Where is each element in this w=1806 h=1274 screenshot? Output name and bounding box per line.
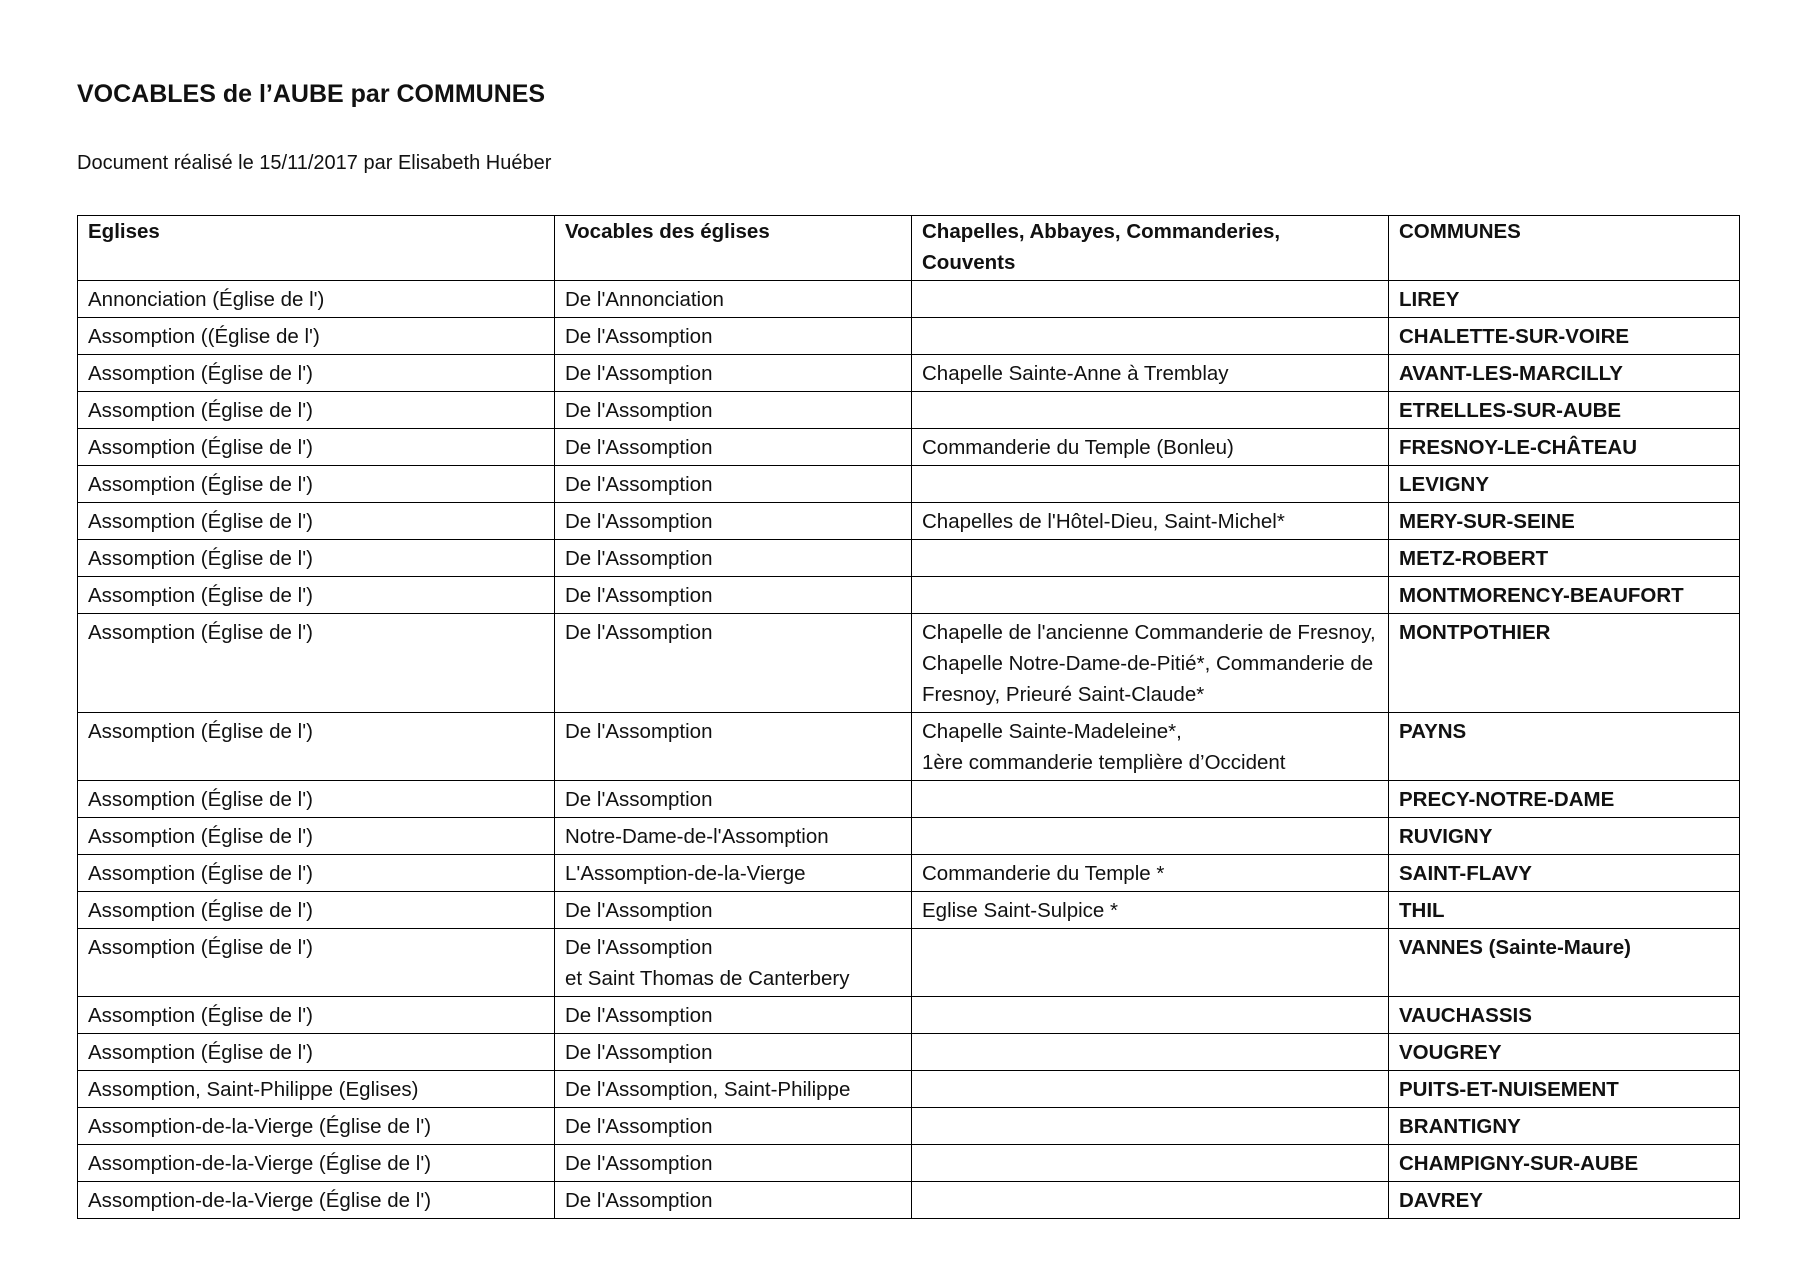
cell-chapelles bbox=[912, 503, 1389, 540]
chapelle-entry: 1ère commanderie templière d’Occident bbox=[922, 751, 1286, 774]
cell-commune: MERY-SUR-SEINE bbox=[1389, 503, 1740, 540]
vocable-line: De l'Assomption bbox=[565, 936, 713, 959]
vocable-line: De l'Assomption bbox=[565, 436, 713, 459]
table-row bbox=[78, 892, 1740, 929]
chapelle-entry: Commanderie du Temple * bbox=[922, 862, 1165, 885]
cell-vocable bbox=[555, 781, 912, 818]
cell-eglise: Assomption-de-la-Vierge (Église de l') bbox=[78, 1108, 555, 1145]
cell-commune: ETRELLES-SUR-AUBE bbox=[1389, 392, 1740, 429]
table-header-row bbox=[78, 216, 1740, 281]
cell-chapelles bbox=[912, 855, 1389, 892]
chapelle-entry: Commanderie du Temple (Bonleu) bbox=[922, 436, 1234, 459]
chapelle-entry: Chapelle de l'ancienne Commanderie de Fresnoy, Chapelle Notre-Dame-de-Pitié*, Commanderie de Fresnoy, Prieuré Saint-Claude* bbox=[922, 621, 1376, 706]
vocable-line: De l'Assomption bbox=[565, 362, 713, 385]
cell-eglise: Assomption (Église de l') bbox=[78, 429, 555, 466]
vocable-line: De l'Assomption bbox=[565, 1115, 713, 1138]
cell-chapelles bbox=[912, 818, 1389, 855]
table-row bbox=[78, 577, 1740, 614]
vocable-line: De l'Assomption bbox=[565, 1152, 713, 1175]
cell-vocable bbox=[555, 318, 912, 355]
table-row bbox=[78, 1108, 1740, 1145]
table-row bbox=[78, 318, 1740, 355]
cell-commune: METZ-ROBERT bbox=[1389, 540, 1740, 577]
chapelle-entry: Chapelle Sainte-Anne à Tremblay bbox=[922, 362, 1229, 385]
cell-chapelles bbox=[912, 318, 1389, 355]
cell-commune: RUVIGNY bbox=[1389, 818, 1740, 855]
header-communes: COMMUNES bbox=[1389, 216, 1740, 281]
cell-chapelles bbox=[912, 1145, 1389, 1182]
table-row bbox=[78, 281, 1740, 318]
cell-eglise: Assomption (Église de l') bbox=[78, 503, 555, 540]
cell-commune: PUITS-ET-NUISEMENT bbox=[1389, 1071, 1740, 1108]
cell-vocable bbox=[555, 355, 912, 392]
vocable-line: De l'Assomption bbox=[565, 547, 713, 570]
cell-eglise: Assomption (Église de l') bbox=[78, 892, 555, 929]
table-row bbox=[78, 997, 1740, 1034]
cell-chapelles bbox=[912, 429, 1389, 466]
cell-eglise: Assomption (Église de l') bbox=[78, 466, 555, 503]
table-row bbox=[78, 466, 1740, 503]
document-subtitle: Document réalisé le 15/11/2017 par Elisabeth Huéber bbox=[77, 152, 552, 174]
cell-vocable bbox=[555, 1034, 912, 1071]
cell-vocable bbox=[555, 1071, 912, 1108]
cell-chapelles bbox=[912, 1034, 1389, 1071]
cell-chapelles bbox=[912, 577, 1389, 614]
cell-chapelles bbox=[912, 929, 1389, 997]
cell-commune: PRECY-NOTRE-DAME bbox=[1389, 781, 1740, 818]
cell-chapelles bbox=[912, 392, 1389, 429]
cell-eglise: Assomption-de-la-Vierge (Église de l') bbox=[78, 1182, 555, 1219]
cell-commune: VAUCHASSIS bbox=[1389, 997, 1740, 1034]
cell-vocable bbox=[555, 614, 912, 713]
cell-vocable bbox=[555, 466, 912, 503]
header-eglises: Eglises bbox=[78, 216, 555, 281]
chapelle-entry: Chapelle Sainte-Madeleine*, bbox=[922, 720, 1182, 743]
table-row bbox=[78, 429, 1740, 466]
vocable-line: De l'Assomption bbox=[565, 1004, 713, 1027]
table-row bbox=[78, 355, 1740, 392]
cell-vocable bbox=[555, 929, 912, 997]
cell-eglise: Assomption (Église de l') bbox=[78, 614, 555, 713]
vocable-line: De l'Assomption, Saint-Philippe bbox=[565, 1078, 851, 1101]
cell-vocable bbox=[555, 503, 912, 540]
cell-chapelles bbox=[912, 997, 1389, 1034]
vocable-line: De l'Assomption bbox=[565, 720, 713, 743]
document-title: VOCABLES de l’AUBE par COMMUNES bbox=[77, 80, 546, 108]
document-page bbox=[77, 78, 1739, 1212]
cell-vocable bbox=[555, 281, 912, 318]
vocable-line: De l'Assomption bbox=[565, 325, 713, 348]
cell-commune: VOUGREY bbox=[1389, 1034, 1740, 1071]
table-row bbox=[78, 503, 1740, 540]
cell-chapelles bbox=[912, 781, 1389, 818]
cell-eglise: Assomption, Saint-Philippe (Eglises) bbox=[78, 1071, 555, 1108]
cell-chapelles bbox=[912, 1108, 1389, 1145]
vocable-line: De l'Assomption bbox=[565, 1189, 713, 1212]
cell-vocable bbox=[555, 1108, 912, 1145]
cell-commune: CHALETTE-SUR-VOIRE bbox=[1389, 318, 1740, 355]
cell-commune: PAYNS bbox=[1389, 713, 1740, 781]
cell-chapelles bbox=[912, 614, 1389, 713]
table-row bbox=[78, 855, 1740, 892]
cell-commune: SAINT-FLAVY bbox=[1389, 855, 1740, 892]
cell-vocable bbox=[555, 997, 912, 1034]
table-body bbox=[78, 281, 1740, 1219]
cell-vocable bbox=[555, 1182, 912, 1219]
vocable-line: De l'Assomption bbox=[565, 584, 713, 607]
vocable-line: et Saint Thomas de Canterbery bbox=[565, 967, 850, 990]
table-row bbox=[78, 1034, 1740, 1071]
vocable-line: De l'Assomption bbox=[565, 399, 713, 422]
cell-commune: LIREY bbox=[1389, 281, 1740, 318]
table-row bbox=[78, 540, 1740, 577]
cell-vocable bbox=[555, 392, 912, 429]
vocable-line: De l'Assomption bbox=[565, 510, 713, 533]
cell-chapelles bbox=[912, 1071, 1389, 1108]
cell-eglise: Assomption (Église de l') bbox=[78, 577, 555, 614]
cell-chapelles bbox=[912, 892, 1389, 929]
cell-commune: AVANT-LES-MARCILLY bbox=[1389, 355, 1740, 392]
cell-commune: BRANTIGNY bbox=[1389, 1108, 1740, 1145]
cell-commune: MONTMORENCY-BEAUFORT bbox=[1389, 577, 1740, 614]
cell-vocable bbox=[555, 1145, 912, 1182]
cell-vocable bbox=[555, 818, 912, 855]
cell-chapelles bbox=[912, 1182, 1389, 1219]
table-row bbox=[78, 781, 1740, 818]
cell-vocable bbox=[555, 713, 912, 781]
cell-commune: LEVIGNY bbox=[1389, 466, 1740, 503]
cell-chapelles bbox=[912, 281, 1389, 318]
cell-eglise: Assomption (Église de l') bbox=[78, 1034, 555, 1071]
cell-vocable bbox=[555, 577, 912, 614]
cell-eglise: Assomption (Église de l') bbox=[78, 540, 555, 577]
vocable-line: Notre-Dame-de-l'Assomption bbox=[565, 825, 829, 848]
vocable-line: De l'Assomption bbox=[565, 788, 713, 811]
table-row bbox=[78, 1182, 1740, 1219]
table-row bbox=[78, 1071, 1740, 1108]
table-row bbox=[78, 1145, 1740, 1182]
vocables-table bbox=[77, 215, 1740, 1219]
cell-eglise: Assomption (Église de l') bbox=[78, 929, 555, 997]
cell-eglise: Assomption (Église de l') bbox=[78, 781, 555, 818]
cell-eglise: Assomption (Église de l') bbox=[78, 392, 555, 429]
vocable-line: De l'Annonciation bbox=[565, 288, 724, 311]
cell-vocable bbox=[555, 540, 912, 577]
chapelle-entry: Eglise Saint-Sulpice * bbox=[922, 899, 1118, 922]
header-chapelles: Chapelles, Abbayes, Commanderies, Couvents bbox=[912, 216, 1389, 281]
header-vocables: Vocables des églises bbox=[555, 216, 912, 281]
cell-eglise: Assomption (Église de l') bbox=[78, 818, 555, 855]
cell-chapelles bbox=[912, 466, 1389, 503]
vocable-line: L'Assomption-de-la-Vierge bbox=[565, 862, 806, 885]
cell-chapelles bbox=[912, 540, 1389, 577]
cell-chapelles bbox=[912, 355, 1389, 392]
cell-vocable bbox=[555, 892, 912, 929]
cell-commune: MONTPOTHIER bbox=[1389, 614, 1740, 713]
cell-commune: THIL bbox=[1389, 892, 1740, 929]
cell-eglise: Assomption (Église de l') bbox=[78, 997, 555, 1034]
cell-eglise: Assomption ((Église de l') bbox=[78, 318, 555, 355]
cell-commune: FRESNOY-LE-CHÂTEAU bbox=[1389, 429, 1740, 466]
vocable-line: De l'Assomption bbox=[565, 473, 713, 496]
cell-commune: CHAMPIGNY-SUR-AUBE bbox=[1389, 1145, 1740, 1182]
cell-eglise: Assomption (Église de l') bbox=[78, 713, 555, 781]
vocable-line: De l'Assomption bbox=[565, 621, 713, 644]
table-row bbox=[78, 614, 1740, 713]
cell-commune: DAVREY bbox=[1389, 1182, 1740, 1219]
table-row bbox=[78, 929, 1740, 997]
vocable-line: De l'Assomption bbox=[565, 1041, 713, 1064]
chapelle-entry: Chapelles de l'Hôtel-Dieu, Saint-Michel* bbox=[922, 510, 1285, 533]
cell-eglise: Assomption-de-la-Vierge (Église de l') bbox=[78, 1145, 555, 1182]
cell-eglise: Assomption (Église de l') bbox=[78, 855, 555, 892]
cell-vocable bbox=[555, 855, 912, 892]
cell-eglise: Assomption (Église de l') bbox=[78, 355, 555, 392]
cell-chapelles bbox=[912, 713, 1389, 781]
table-row bbox=[78, 392, 1740, 429]
cell-eglise: Annonciation (Église de l') bbox=[78, 281, 555, 318]
vocable-line: De l'Assomption bbox=[565, 899, 713, 922]
table-row bbox=[78, 713, 1740, 781]
cell-commune: VANNES (Sainte-Maure) bbox=[1389, 929, 1740, 997]
cell-vocable bbox=[555, 429, 912, 466]
table-row bbox=[78, 818, 1740, 855]
